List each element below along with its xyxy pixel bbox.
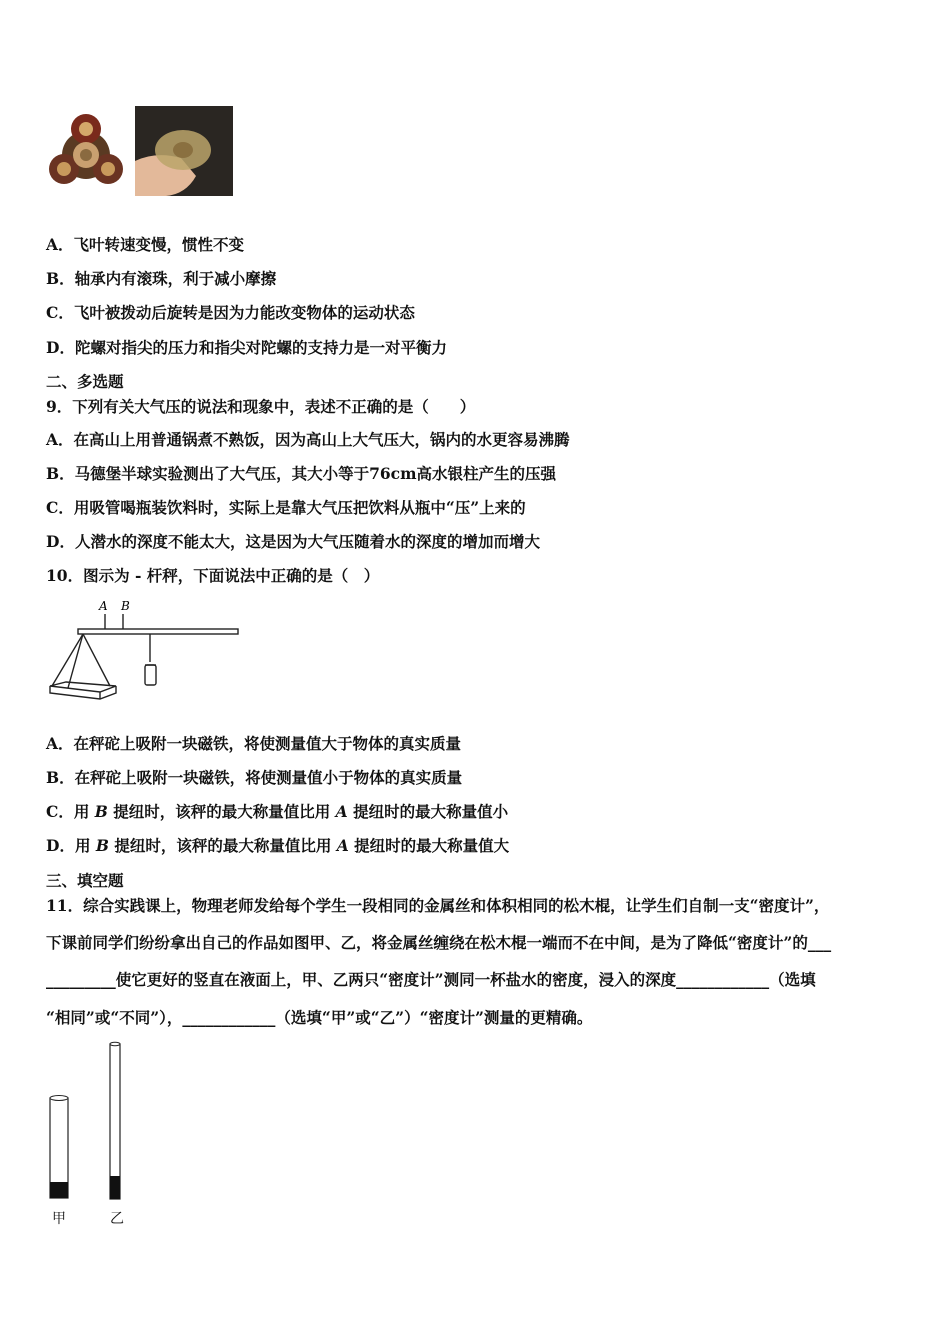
steelyard-svg xyxy=(46,598,246,710)
q8-option-d: D．陀螺对指尖的压力和指尖对陀螺的支持力是一对平衡力 xyxy=(46,338,447,357)
label-yi: 乙 xyxy=(110,1211,124,1227)
density-meter-yi xyxy=(110,1042,120,1199)
spinner-object-image xyxy=(49,114,123,184)
pan-top xyxy=(50,682,116,692)
q11-line-1: 11．综合实践课上，物理老师发给每个学生一段相同的金属丝和体积相同的松木棍，让学生们自制一支“密度计”， xyxy=(46,896,830,915)
fidget-spinner-figure xyxy=(46,106,236,198)
pan-string-mid xyxy=(68,634,83,688)
q9-option-c: C．用吸管喝瓶装饮料时，实际上是靠大气压把饮料从瓶中“压”上来的 xyxy=(46,498,526,517)
label-jia: 甲 xyxy=(52,1211,66,1227)
q8-option-b: B．轴承内有滚珠，利于减小摩擦 xyxy=(46,269,277,288)
q11-line-3: _________使它更好的竖直在液面上，甲、乙两只“密度计”测同一杯盐水的密度，浸入的深度____________（选填 xyxy=(46,970,816,989)
q8-option-a: A．飞叶转速变慢，惯性不变 xyxy=(46,235,245,254)
q10-option-c: C．用 B 提纽时，该秤的最大称量值比用 A 提纽时的最大称量值小 xyxy=(46,802,509,821)
q9-option-d: D．人潜水的深度不能太大，这是因为大气压随着水的深度的增加而增大 xyxy=(46,532,540,551)
q10-option-d: D．用 B 提纽时，该秤的最大称量值比用 A 提纽时的最大称量值大 xyxy=(46,836,510,855)
steelyard-weight xyxy=(145,665,156,685)
steelyard-figure xyxy=(46,598,246,710)
q8-option-c: C．飞叶被拨动后旋转是因为力能改变物体的运动状态 xyxy=(46,303,415,322)
spinner-on-finger-photo xyxy=(135,106,233,196)
section-heading-fill-blank: 三、填空题 xyxy=(46,871,124,890)
q10-option-a: A．在秤砣上吸附一块磁铁，将使测量值大于物体的真实质量 xyxy=(46,734,462,753)
pan-string-left xyxy=(52,634,83,686)
fidget-spinner-svg xyxy=(46,106,236,198)
q9-option-b: B．马德堡半球实验测出了大气压，其大小等于76cm高水银柱产生的压强 xyxy=(46,464,557,483)
steelyard-beam xyxy=(78,629,238,634)
q10-option-b: B．在秤砣上吸附一块磁铁，将使测量值小于物体的真实质量 xyxy=(46,768,463,787)
q10-stem: 10．图示为 - 杆秤，下面说法中正确的是（ ） xyxy=(46,566,380,585)
pan-string-right xyxy=(83,634,110,686)
q9-stem: 9．下列有关大气压的说法和现象中，表述不正确的是（ ） xyxy=(46,397,476,416)
label-a: A xyxy=(99,599,108,613)
section-heading-multiple-choice: 二、多选题 xyxy=(46,372,124,391)
q11-line-4: “相同”或“不同”），____________（选填“甲”或“乙”）“密度计”测量的更精确。 xyxy=(46,1008,593,1027)
label-b: B xyxy=(121,599,130,613)
density-meters-figure xyxy=(44,1040,144,1235)
density-meter-jia xyxy=(50,1096,68,1199)
density-meters-svg xyxy=(44,1040,144,1200)
q9-option-a: A．在高山上用普通锅煮不熟饭，因为高山上大气压大，锅内的水更容易沸腾 xyxy=(46,430,570,449)
q11-line-2: 下课前同学们纷纷拿出自己的作品如图甲、乙，将金属丝缠绕在松木棍一端而不在中间，是为了降低“密度计”的___ xyxy=(46,933,832,952)
